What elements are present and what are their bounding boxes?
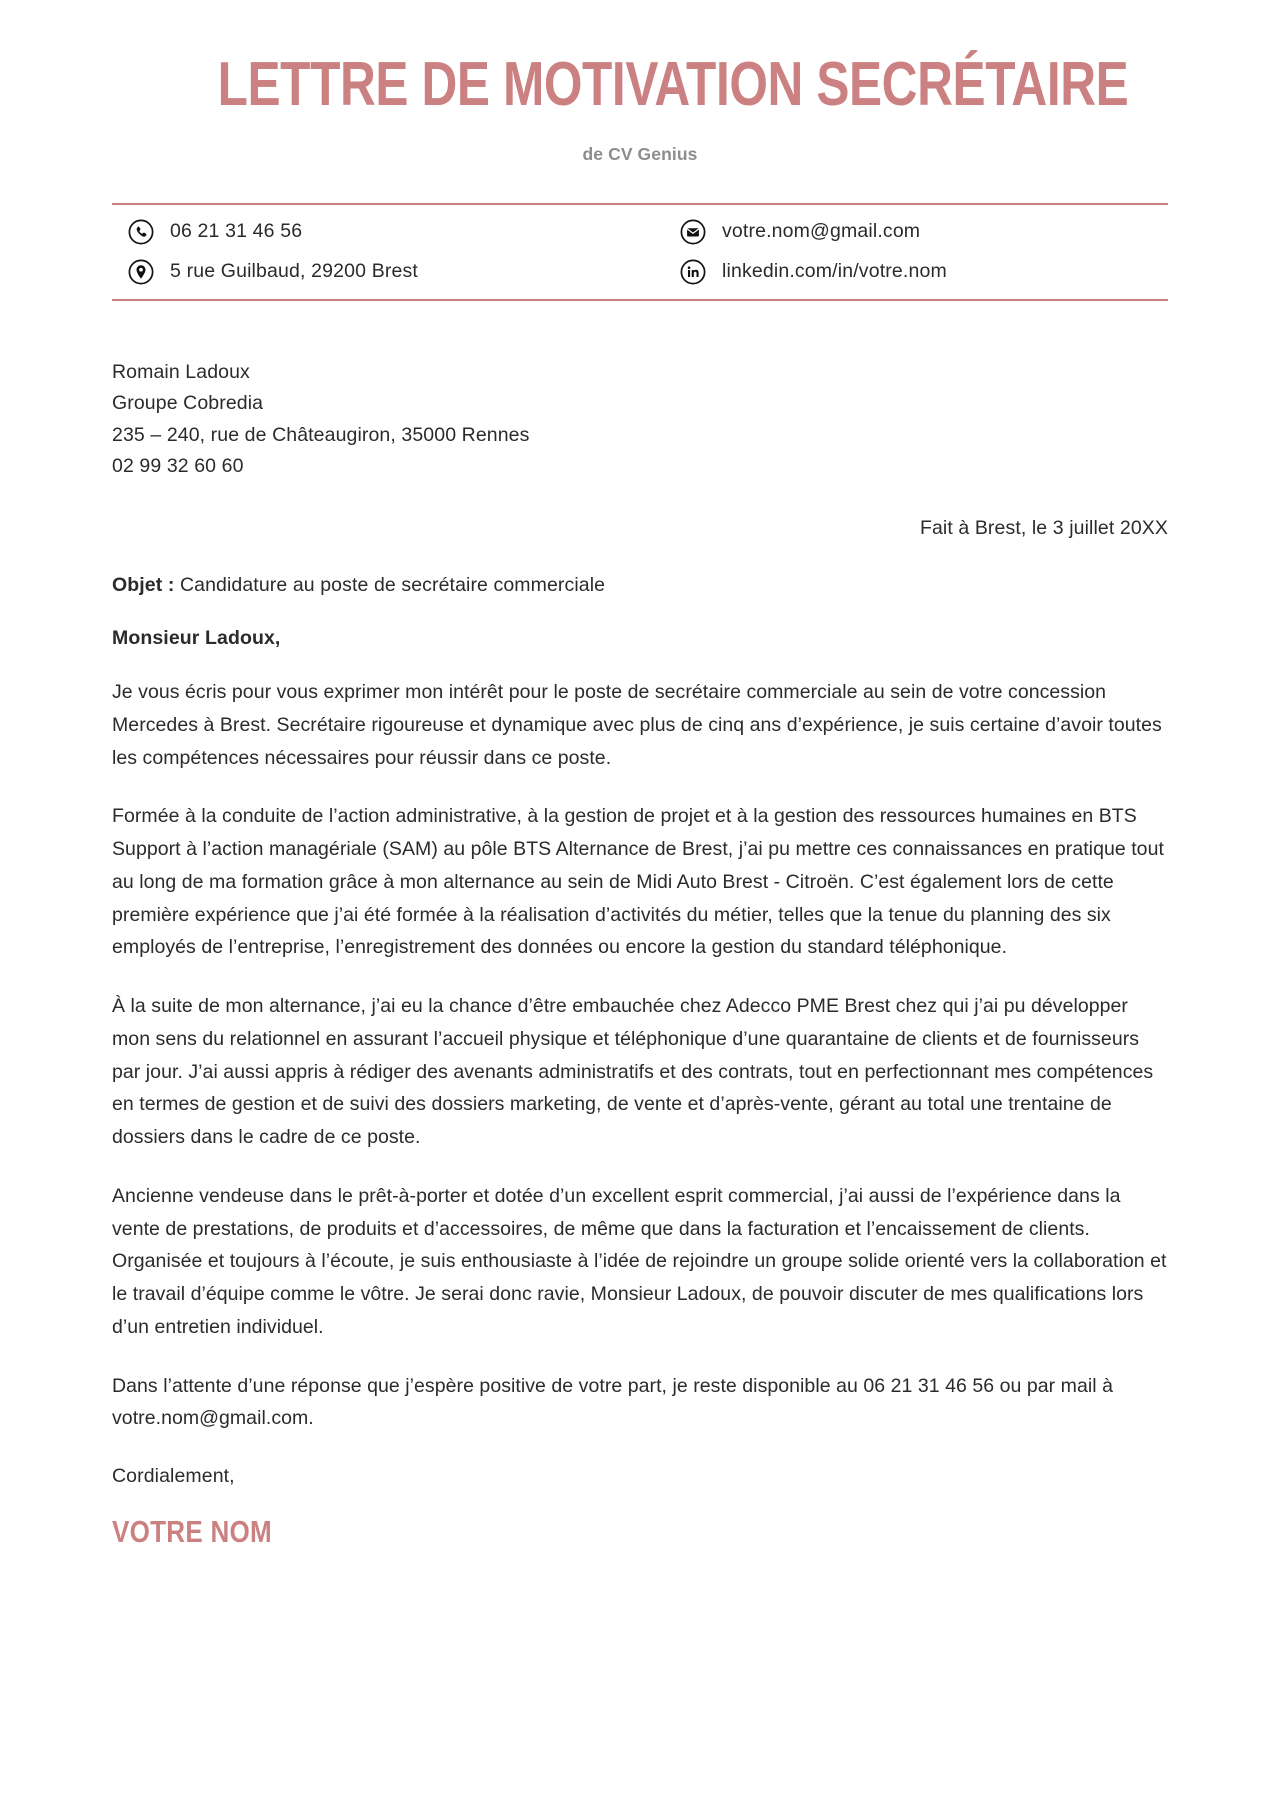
contact-linkedin-value: linkedin.com/in/votre.nom: [722, 260, 947, 283]
contact-address-value: 5 rue Guilbaud, 29200 Brest: [170, 260, 418, 283]
subject-text: Candidature au poste de secrétaire commerciale: [174, 574, 606, 597]
subject-line: [112, 574, 1168, 597]
body-paragraph: Ancienne vendeuse dans le prêt-à-porter et dotée d’un excellent esprit commercial, j’ai aussi de l’expérience dans la vente de prestations, de produits et d’accessoires, de même que dans la facturation et l’encaissement de clients. Organisée et toujours à l’écoute, je suis enthousiaste à l’idée de rejoindre un groupe solide orienté vers la collaboration et le travail d’équipe comme le vôtre. Je serai donc ravie, Monsieur Ladoux, de pouvoir discuter de mes qualifications lors d’un entretien individuel.: [112, 1184, 1167, 1338]
contact-item-phone: [112, 219, 640, 245]
recipient-name: Romain Ladoux: [112, 360, 250, 383]
body-paragraph: À la suite de mon alternance, j’ai eu la chance d’être embauchée chez Adecco PME Brest chez qui j’ai pu développer mon sens du relationnel en assurant l’accueil physique et téléphonique d’une quarantaine de clients et de fournisseurs par jour. J’ai aussi appris à rédiger des avenants administratifs et des contrats, tout en perfectionnant mes compétences en termes de gestion et de suivi des dossiers marketing, de vente et d’après-vente, gérant au total une trentaine de dossiers dans le cadre de ce poste.: [112, 995, 1154, 1149]
closing-line: Cordialement,: [112, 1465, 235, 1488]
recipient-block: [112, 357, 1168, 483]
linkedin-icon: [680, 259, 706, 285]
page-subtitle: de CV Genius: [582, 143, 698, 164]
body-paragraph: Formée à la conduite de l’action administrative, à la gestion de projet et à la gestion des ressources humaines en BTS Support à l’action managériale (SAM) au pôle BTS Alternance de Brest, j’ai pu mettre ces connaissances en pratique tout au long de ma formation grâce à mon alternance au sein de Midi Auto Brest - Citroën. C’est également lors de cette première expérience que j’ai été formée à la réalisation d’activités du métier, telles que la tenue du planning des six employés de l’entreprise, l’enregistrement des données ou encore la gestion du standard téléphonique.: [112, 805, 1164, 959]
phone-icon: [128, 219, 154, 245]
contact-phone-value: 06 21 31 46 56: [170, 220, 303, 243]
contact-email-value: votre.nom@gmail.com: [722, 220, 921, 243]
contact-item-email: [640, 219, 1168, 245]
location-icon: [128, 259, 154, 285]
recipient-address: 235 – 240, rue de Châteaugiron, 35000 Rennes: [112, 423, 530, 446]
recipient-phone: 02 99 32 60 60: [112, 455, 244, 478]
email-icon: [680, 219, 706, 245]
page-title: LETTRE DE MOTIVATION SECRÉTAIRE: [217, 50, 1129, 119]
contact-item-address: [112, 259, 640, 285]
contact-item-linkedin: [640, 259, 1168, 285]
signature-name: VOTRE NOM: [112, 1514, 272, 1550]
salutation: Monsieur Ladoux,: [112, 627, 281, 650]
contact-band: [112, 203, 1168, 301]
body-paragraph: Je vous écris pour vous exprimer mon intérêt pour le poste de secrétaire commerciale au sein de votre concession Mercedes à Brest. Secrétaire rigoureuse et dynamique avec plus de cinq ans d’expérience, je suis certaine d’avoir toutes les compétences nécessaires pour réussir dans ce poste.: [112, 681, 1162, 769]
date-line: Fait à Brest, le 3 juillet 20XX: [919, 517, 1168, 540]
subject-label: Objet :: [112, 574, 175, 597]
recipient-company: Groupe Cobredia: [112, 392, 264, 415]
body-paragraph: Dans l’attente d’une réponse que j’espère positive de votre part, je reste disponible au 06 21 31 46 56 ou par mail à votre.nom@gmail.com.: [112, 1374, 1113, 1430]
